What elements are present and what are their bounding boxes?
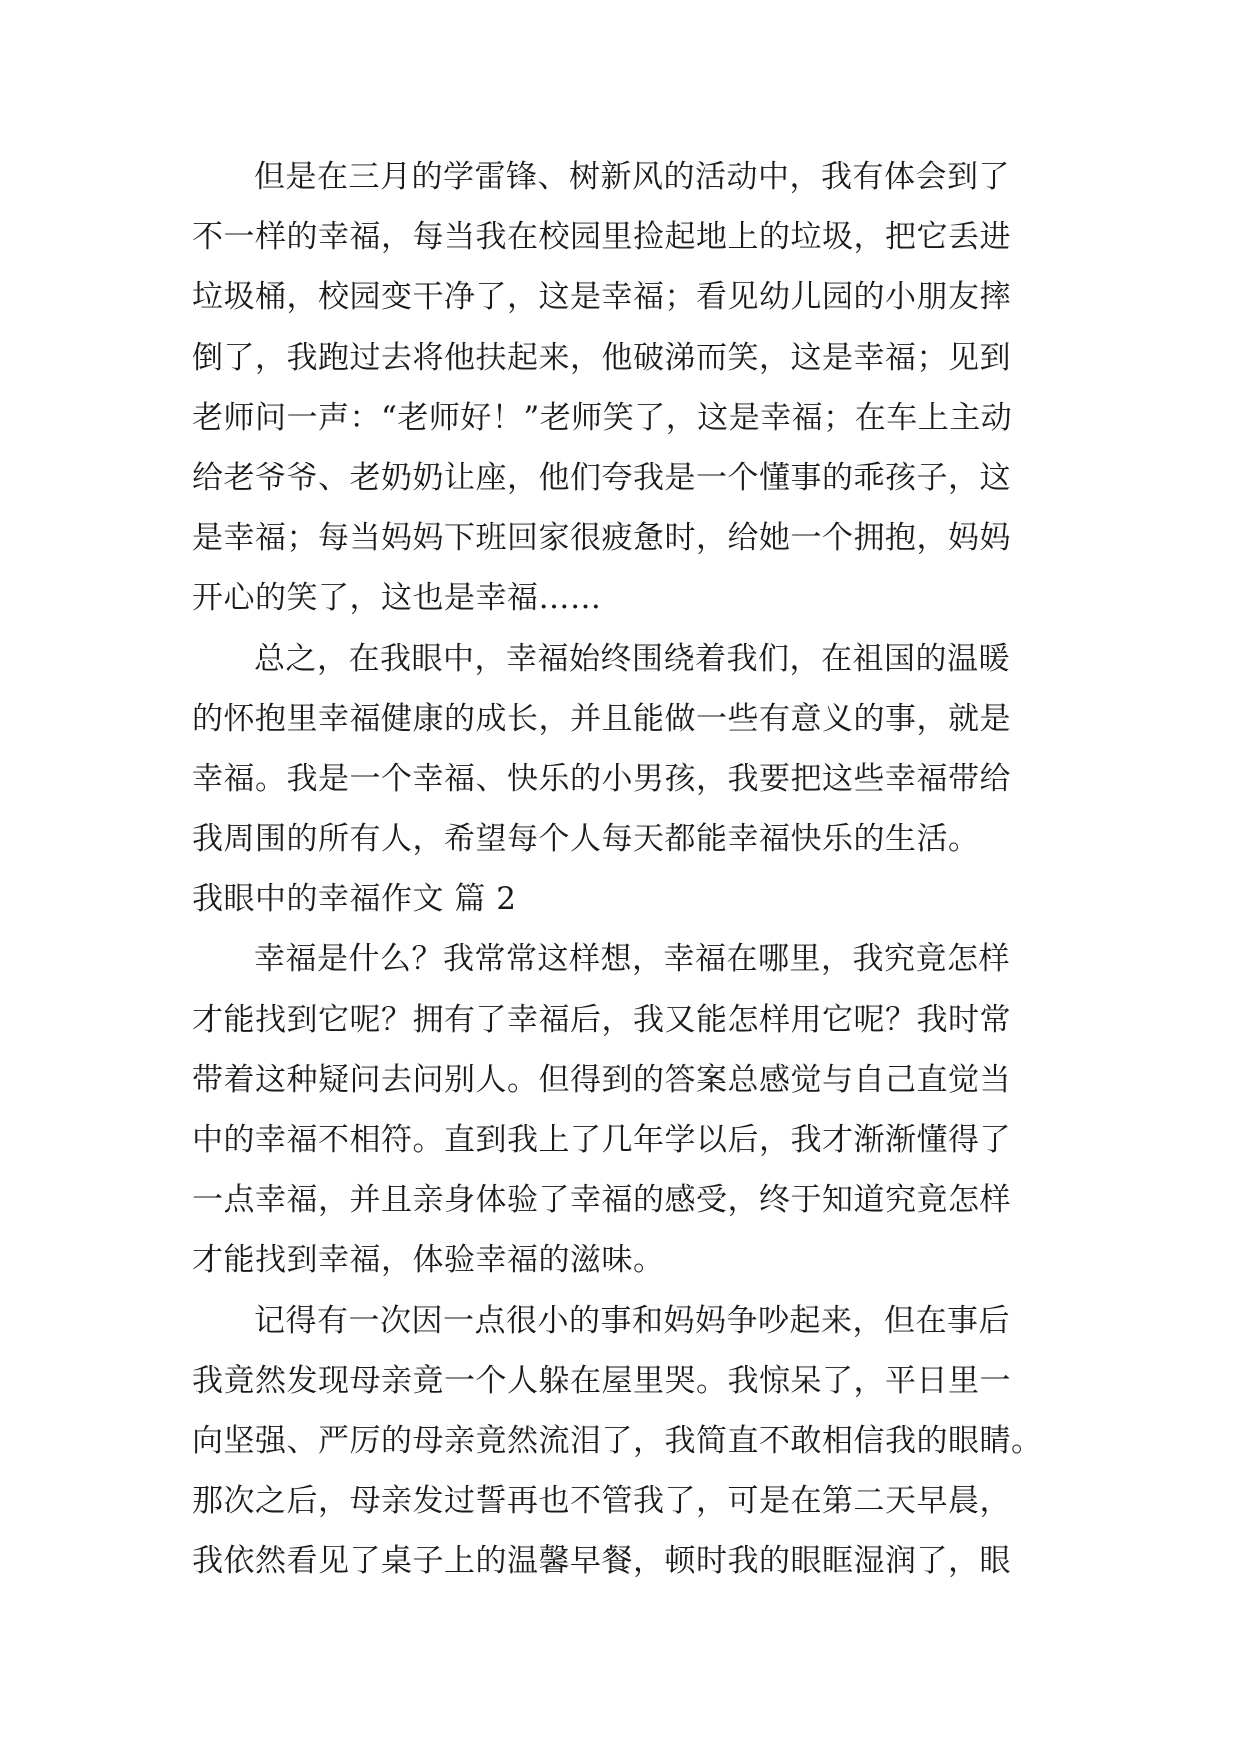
text-line: 幸福。我是一个幸福、快乐的小男孩，我要把这些幸福带给 [192, 760, 1011, 797]
text-line: 开心的笑了，这也是幸福…… [192, 580, 602, 617]
text-line: 一点幸福，并且亲身体验了幸福的感受，终于知道究竟怎样 [192, 1182, 1011, 1219]
document-body [192, 155, 1052, 1600]
text-line: 才能找到它呢？拥有了幸福后，我又能怎样用它呢？我时常 [192, 1001, 1011, 1038]
text-line: 带着这种疑问去问别人。但得到的答案总感觉与自己直觉当 [192, 1061, 1011, 1098]
text-line: 向坚强、严厉的母亲竟然流泪了，我简直不敢相信我的眼睛。 [192, 1422, 1043, 1459]
text-line: 记得有一次因一点很小的事和妈妈争吵起来，但在事后 [254, 1302, 1010, 1339]
text-line: 幸福是什么？我常常这样想，幸福在哪里，我究竟怎样 [254, 941, 1010, 978]
text-line: 中的幸福不相符。直到我上了几年学以后，我才渐渐懂得了 [192, 1122, 1011, 1158]
text-line: 我依然看见了桌子上的温馨早餐，顿时我的眼眶湿润了，眼 [192, 1543, 1011, 1580]
text-line: 我竟然发现母亲竟一个人躲在屋里哭。我惊呆了，平日里一 [192, 1362, 1011, 1399]
text-line: 老师问一声：“老师好！”老师笑了，这是幸福；在车上主动 [192, 399, 1013, 436]
text-line: 是幸福；每当妈妈下班回家很疲惫时，给她一个拥抱，妈妈 [192, 520, 1011, 557]
section-heading: 我眼中的幸福作文 篇 2 [192, 881, 517, 918]
text-line: 倒了，我跑过去将他扶起来，他破涕而笑，这是幸福；见到 [192, 339, 1011, 376]
text-line: 但是在三月的学雷锋、树新风的活动中，我有体会到了 [254, 159, 1010, 195]
text-line: 总之，在我眼中，幸福始终围绕着我们，在祖国的温暖 [254, 640, 1010, 677]
text-line: 那次之后，母亲发过誓再也不管我了，可是在第二天早晨， [192, 1483, 1011, 1520]
text-line: 垃圾桶，校园变干净了，这是幸福；看见幼儿园的小朋友摔 [192, 279, 1011, 316]
text-line: 才能找到幸福，体验幸福的滋味。 [192, 1242, 665, 1279]
text-line: 给老爷爷、老奶奶让座，他们夸我是一个懂事的乖孩子，这 [192, 459, 1011, 496]
text-line: 我周围的所有人，希望每个人每天都能幸福快乐的生活。 [192, 821, 980, 858]
text-line: 的怀抱里幸福健康的成长，并且能做一些有意义的事，就是 [192, 700, 1011, 737]
text-line: 不一样的幸福，每当我在校园里捡起地上的垃圾，把它丢进 [192, 219, 1011, 256]
